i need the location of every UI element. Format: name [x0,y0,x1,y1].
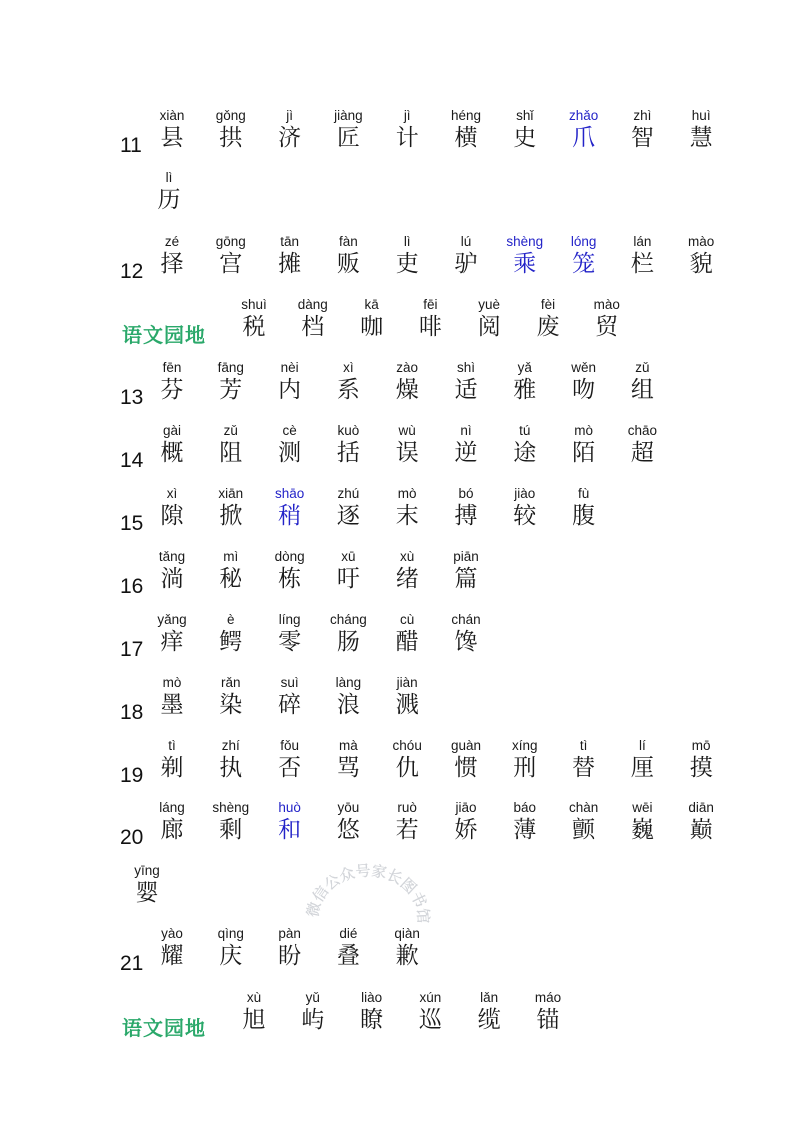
hanzi: 计 [395,125,419,151]
pinyin: shèng [212,800,250,815]
hanzi: 悠 [336,817,360,843]
hanzi: 缆 [477,1007,501,1033]
pinyin: tān [280,234,299,249]
pinyin: shāo [274,486,305,501]
hanzi: 途 [513,440,537,466]
hanzi: 逆 [454,440,478,466]
vocab-row [0,738,800,798]
pinyin: yǎng [157,612,187,627]
hanzi: 贸 [595,314,619,340]
hanzi: 淌 [160,566,184,592]
pinyin: dàng [297,297,328,312]
hanzi: 搏 [454,503,478,529]
pinyin: lán [633,234,652,249]
pinyin: yōu [337,800,360,815]
hanzi: 稍 [278,503,302,529]
pinyin: tú [519,423,531,438]
pinyin: dié [339,926,358,941]
vocab-row [0,612,800,672]
pinyin: xū [341,549,356,564]
hanzi: 巍 [630,817,654,843]
pinyin: liào [361,990,383,1005]
pinyin: lóng [570,234,597,249]
hanzi: 若 [395,817,419,843]
pinyin: yǎ [517,360,532,375]
pinyin: è [227,612,235,627]
svg-text:微信公众号家长图书馆 [304,862,432,924]
lesson-number: 13 [120,386,144,409]
hanzi: 盼 [278,943,302,969]
hanzi: 巡 [418,1007,442,1033]
hanzi: 系 [336,377,360,403]
hanzi: 庆 [219,943,243,969]
hanzi: 碎 [278,692,302,718]
hanzi: 爪 [572,125,596,151]
pinyin: shì [456,360,475,375]
lesson-number: 21 [120,952,144,975]
pinyin: nèi [280,360,299,375]
hanzi: 宫 [219,251,243,277]
pinyin: lí [639,738,646,753]
pinyin: xíng [512,738,538,753]
hanzi: 废 [536,314,560,340]
pinyin: chàn [568,800,599,815]
pinyin: chāo [627,423,658,438]
hanzi: 括 [336,440,360,466]
hanzi: 惯 [454,755,478,781]
pinyin: mì [223,549,239,564]
pinyin: máo [534,990,562,1005]
pinyin: kā [364,297,379,312]
lesson-number: 17 [120,638,144,661]
hanzi: 史 [513,125,537,151]
hanzi: 摸 [689,755,713,781]
hanzi: 锚 [536,1007,560,1033]
pinyin: xì [166,486,178,501]
hanzi: 摊 [278,251,302,277]
pinyin: rǎn [221,675,241,690]
hanzi: 超 [630,440,654,466]
vocab-row [0,108,800,168]
pinyin: zhú [337,486,360,501]
hanzi: 掀 [219,503,243,529]
pinyin: lú [460,234,472,249]
pinyin: chóu [392,738,422,753]
pinyin: tì [579,738,588,753]
pinyin: gōng [215,234,246,249]
pinyin: ruò [397,800,417,815]
pinyin: huò [278,800,301,815]
pinyin: zhí [221,738,240,753]
pinyin: yào [161,926,183,941]
pinyin: xiàn [159,108,185,123]
pinyin: cháng [329,612,367,627]
pinyin: qìng [217,926,244,941]
hanzi: 乘 [513,251,537,277]
hanzi: 婴 [135,880,159,906]
pinyin: tì [168,738,176,753]
pinyin: jiāo [455,800,477,815]
vocab-row [0,170,800,230]
hanzi: 执 [219,755,243,781]
hanzi: 秘 [219,566,243,592]
hanzi: 剃 [160,755,184,781]
vocab-row [0,297,800,357]
pinyin: suì [280,675,299,690]
pinyin: bó [458,486,474,501]
pinyin: làng [335,675,362,690]
hanzi: 叠 [336,943,360,969]
pinyin: zé [164,234,180,249]
pinyin: xù [246,990,262,1005]
pinyin: jiàng [334,108,363,123]
hanzi: 匠 [336,125,360,151]
hanzi: 末 [395,503,419,529]
hanzi: 颤 [572,817,596,843]
hanzi: 刑 [513,755,537,781]
pinyin: shèng [506,234,544,249]
lesson-number: 12 [120,260,144,283]
pinyin: mò [162,675,182,690]
hanzi: 旭 [242,1007,266,1033]
hanzi: 栋 [278,566,302,592]
pinyin: guàn [450,738,482,753]
watermark-text: 微信公众号家长图书馆 [303,861,432,924]
pinyin: zào [396,360,419,375]
pinyin: fù [577,486,590,501]
lesson-number: 15 [120,512,144,535]
pinyin: shuì [241,297,267,312]
hanzi: 廊 [160,817,184,843]
vocab-row [0,990,800,1050]
pinyin: diān [688,800,714,815]
hanzi: 薄 [513,817,537,843]
vocab-row [0,423,800,483]
pinyin: mò [574,423,593,438]
hanzi: 济 [278,125,302,151]
pinyin: gài [162,423,181,438]
pinyin: mào [593,297,620,312]
pinyin: xù [400,549,415,564]
hanzi: 贩 [336,251,360,277]
pinyin: xiān [218,486,244,501]
hanzi: 阻 [219,440,243,466]
pinyin: fàn [339,234,358,249]
hanzi: 馋 [454,629,478,655]
hanzi: 县 [160,125,184,151]
section-label: 语文园地 [122,323,206,347]
hanzi: 歉 [395,943,419,969]
hanzi: 组 [630,377,654,403]
pinyin: xì [343,360,354,375]
section-label: 语文园地 [122,1016,206,1040]
pinyin: fèi [540,297,556,312]
pinyin: lǎn [480,990,499,1005]
hanzi: 阅 [477,314,501,340]
hanzi: 吻 [572,377,596,403]
hanzi: 误 [395,440,419,466]
pinyin: wēi [632,800,653,815]
vocab-row [0,360,800,420]
hanzi: 鳄 [219,629,243,655]
lesson-number: 16 [120,575,144,598]
hanzi: 陌 [572,440,596,466]
hanzi: 概 [160,440,184,466]
hanzi: 醋 [395,629,419,655]
hanzi: 屿 [301,1007,325,1033]
hanzi: 咖 [360,314,384,340]
hanzi: 篇 [454,566,478,592]
pinyin: cè [282,423,297,438]
hanzi: 替 [572,755,596,781]
pinyin: fǒu [280,738,299,753]
hanzi: 剩 [219,817,243,843]
lesson-number: 19 [120,764,144,787]
vocab-row [0,675,800,735]
pinyin: qiàn [394,926,420,941]
pinyin: wù [398,423,416,438]
vocab-row [0,549,800,609]
hanzi: 耀 [160,943,184,969]
pinyin: jiào [514,486,536,501]
pinyin: kuò [337,423,360,438]
pinyin: gǒng [215,108,246,123]
hanzi: 芬 [160,377,184,403]
pinyin: zhǎo [568,108,599,123]
pinyin: xún [419,990,442,1005]
hanzi: 厘 [630,755,654,781]
lesson-number: 14 [120,449,144,472]
hanzi: 肠 [336,629,360,655]
pinyin: jì [403,108,411,123]
watermark-seal [300,848,432,948]
hanzi: 栏 [630,251,654,277]
lesson-number: 18 [120,701,144,724]
pinyin: lì [165,170,173,185]
hanzi: 内 [278,377,302,403]
hanzi: 税 [242,314,266,340]
pinyin: shǐ [516,108,534,123]
pinyin: huì [691,108,711,123]
pinyin: nì [460,423,472,438]
hanzi: 吏 [395,251,419,277]
hanzi: 仇 [395,755,419,781]
pinyin: jiàn [396,675,418,690]
lesson-number: 20 [120,826,144,849]
hanzi: 啡 [418,314,442,340]
pinyin: yīng [134,863,160,878]
hanzi: 智 [630,125,654,151]
pinyin: wěn [571,360,596,375]
pinyin: yuè [478,297,501,312]
hanzi: 骂 [336,755,360,781]
hanzi: 择 [160,251,184,277]
hanzi: 零 [278,629,302,655]
pinyin: héng [450,108,482,123]
pinyin: cù [400,612,415,627]
pinyin: mō [691,738,711,753]
hanzi: 笼 [572,251,596,277]
hanzi: 慧 [689,125,713,151]
hanzi: 适 [454,377,478,403]
hanzi: 横 [454,125,478,151]
pinyin: jì [286,108,293,123]
pinyin: lì [403,234,411,249]
pinyin: tǎng [158,549,186,564]
hanzi: 浪 [336,692,360,718]
hanzi: 逐 [336,503,360,529]
pinyin: fēn [162,360,182,375]
pinyin: zǔ [635,360,650,375]
hanzi: 瞭 [360,1007,384,1033]
hanzi: 芳 [219,377,243,403]
pinyin: báo [513,800,537,815]
pinyin: zhì [633,108,652,123]
pinyin: mào [688,234,715,249]
hanzi: 娇 [454,817,478,843]
pinyin: mò [397,486,417,501]
pinyin: chán [451,612,481,627]
pinyin: piān [453,549,479,564]
hanzi: 墨 [160,692,184,718]
hanzi: 痒 [160,629,184,655]
pinyin: láng [159,800,185,815]
hanzi: 腹 [572,503,596,529]
hanzi: 历 [157,187,181,213]
hanzi: 隙 [160,503,184,529]
hanzi: 貌 [689,251,713,277]
hanzi: 绪 [395,566,419,592]
hanzi: 溅 [395,692,419,718]
hanzi: 染 [219,692,243,718]
pinyin: pàn [278,926,301,941]
pinyin: mà [339,738,358,753]
pinyin: zǔ [223,423,238,438]
hanzi: 拱 [219,125,243,151]
pinyin: fēi [423,297,438,312]
hanzi: 档 [301,314,325,340]
lesson-number: 11 [120,134,142,157]
hanzi: 测 [278,440,302,466]
hanzi: 否 [278,755,302,781]
hanzi: 巅 [689,817,713,843]
pinyin: líng [278,612,301,627]
hanzi: 燥 [395,377,419,403]
hanzi: 较 [513,503,537,529]
hanzi: 吁 [336,566,360,592]
vocab-row [0,486,800,546]
hanzi: 雅 [513,377,537,403]
vocab-row [0,234,800,294]
pinyin: fāng [217,360,244,375]
hanzi: 驴 [454,251,478,277]
hanzi: 和 [278,817,302,843]
pinyin: yǔ [305,990,320,1005]
pinyin: dòng [274,549,305,564]
